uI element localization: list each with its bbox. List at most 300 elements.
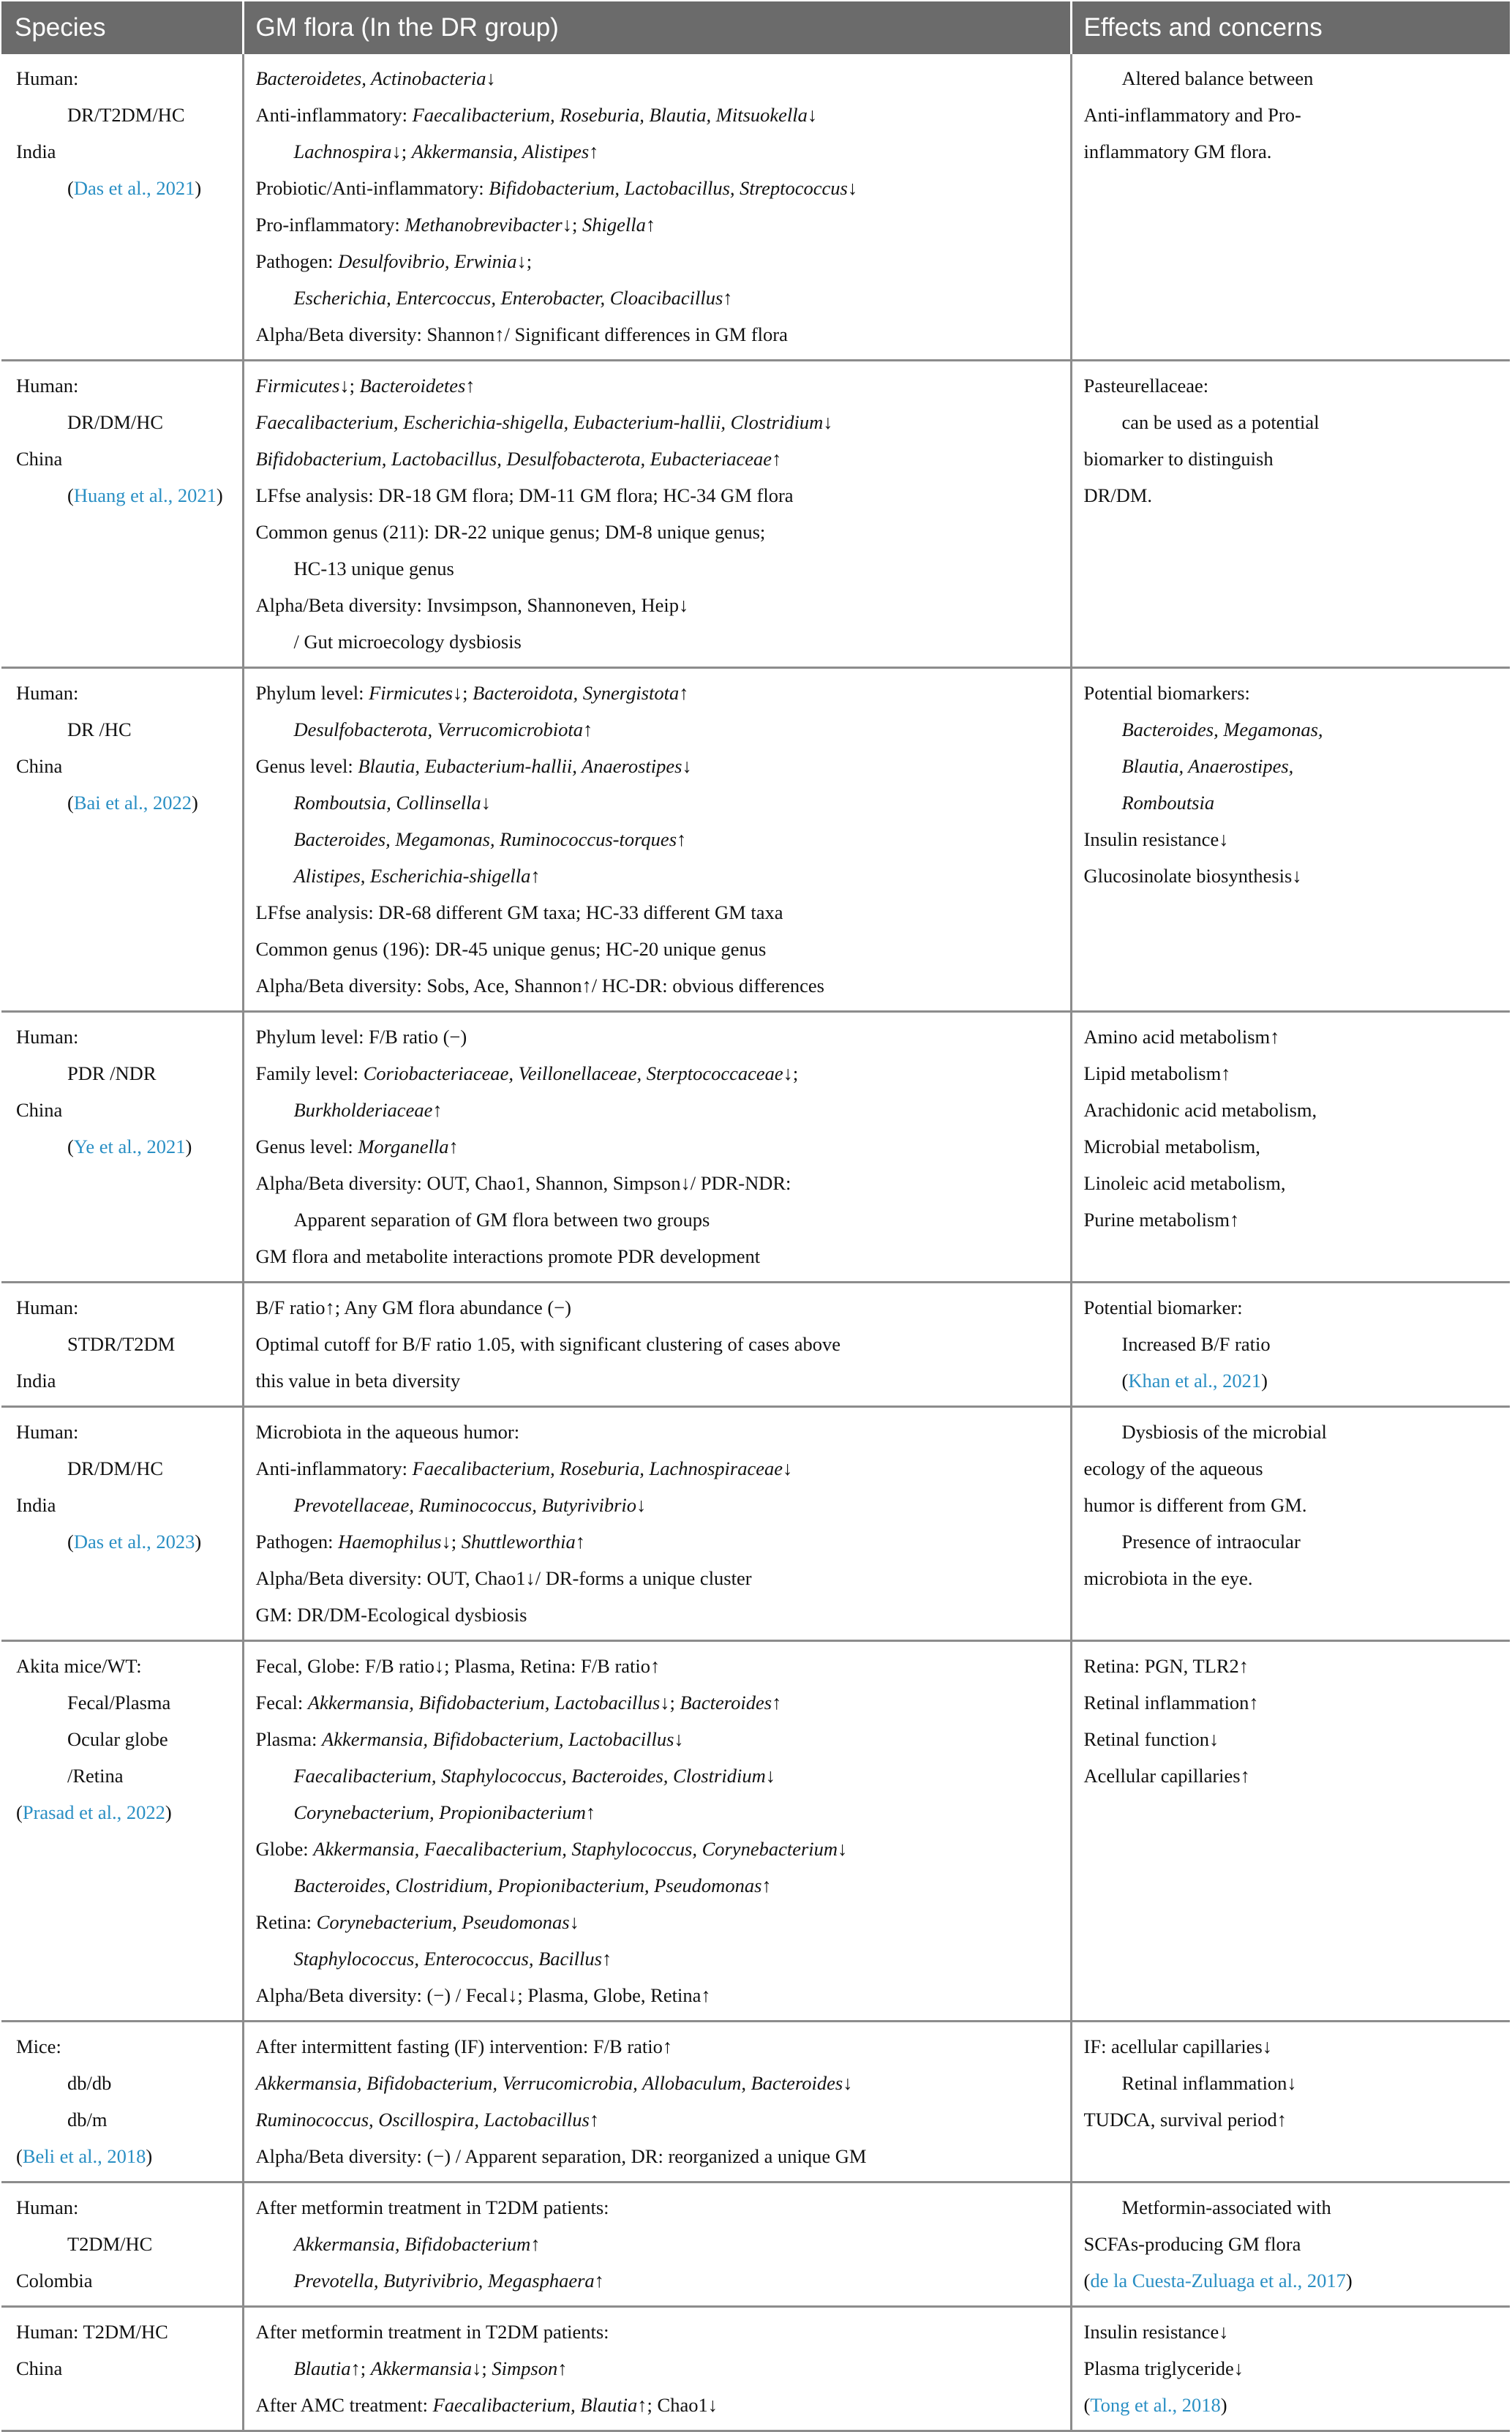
cell-text: After intermittent fasting (IF) intervention: F/B ratio↑ [255,2035,673,2057]
taxon-name: Akkermansia, Alistipes [411,140,590,162]
taxon-name: Ruminococcus, Oscillospira, Lactobacillus [255,2109,590,2131]
cell-text: Insulin resistance↓ [1083,828,1229,850]
taxon-name: Burkholderiaceae [293,1099,433,1121]
cell-text: ↓ [843,2072,853,2094]
citation-link[interactable]: Ye et al., 2021 [73,1136,186,1157]
species-line: Colombia [16,2270,93,2292]
effects-cell [1071,1283,1510,1407]
cell-text: ↓; [660,1692,680,1714]
cell-text: Linoleic acid metabolism, [1083,1172,1286,1194]
effects-line: (Tong et al., 2018) [1083,2394,1227,2416]
flora-line [256,1326,1063,1362]
effects-cell [1071,668,1510,1012]
cell-text: Apparent separation of GM flora between two groups [293,1209,710,1231]
cell-text: Potential biomarkers: [1083,682,1250,704]
table-row [1,1012,1510,1283]
species-line: db/db [67,2072,112,2094]
effects-line: (de la Cuesta-Zuluaga et al., 2017) [1083,2270,1353,2292]
cell-text: Pathogen: [255,1531,339,1553]
effects-line [1084,2350,1503,2387]
flora-line [256,404,1063,440]
species-line: DR/DM/HC [67,1457,164,1479]
flora-line [256,440,1063,477]
cell-text: Anti-inflammatory: [255,104,413,126]
gm-flora-cell [243,1641,1071,2022]
cell-text: Fecal, Globe: F/B ratio↓; Plasma, Retina: F/B ratio↑ [255,1655,661,1677]
cell-text: IF: acellular capillaries↓ [1083,2035,1273,2057]
effects-line [1084,133,1503,170]
cell-text: Plasma triglyceride↓ [1083,2357,1244,2379]
table-row [1,668,1510,1012]
flora-line [256,1721,1063,1757]
flora-line [256,1794,1063,1831]
effects-line [1084,2189,1503,2226]
cell-text: Increased B/F ratio [1121,1333,1271,1355]
taxon-name: Faecalibacterium, Staphylococcus, Bacteroides, Clostridium [293,1765,766,1787]
taxon-name: Faecalibacterium, Roseburia, Blautia, Mitsuokella [412,104,808,126]
taxon-name: Akkermansia, Bifidobacterium, Lactobacillus [307,1692,661,1714]
effects-cell [1071,2022,1510,2183]
cell-text: ↓ [569,1911,579,1933]
taxon-name: Shigella [582,214,646,236]
citation-link[interactable]: Das et al., 2023 [73,1531,195,1553]
cell-text: Phylum level: F/B ratio (−) [255,1026,467,1048]
flora-line [256,2313,1063,2350]
citation-link[interactable]: Bai et al., 2022 [73,792,192,814]
effects-line [1084,1055,1503,1092]
cell-text: ↓ [838,1838,848,1860]
species-citation: (Das et al., 2023) [67,1531,202,1553]
flora-line [256,2262,1063,2299]
effects-line [1084,2313,1503,2350]
citation-text[interactable]: Tong et al., 2018 [1090,2394,1221,2416]
effects-cell [1071,1641,1510,2022]
flora-line [256,279,1063,316]
species-cell [1,361,243,668]
flora-line [256,821,1063,857]
taxon-name: Romboutsia [1121,792,1215,814]
taxon-name: Faecalibacterium, Escherichia-shigella, Eubacterium-hallii, Clostridium [255,411,824,433]
species-line: Human: [16,1421,79,1443]
cell-text: ↑ [645,214,656,236]
gm-flora-cell [243,54,1071,361]
flora-line [256,1904,1063,1940]
cell-text: ecology of the aqueous [1083,1457,1263,1479]
species-line: DR/T2DM/HC [67,104,185,126]
effects-line [1084,2101,1503,2138]
cell-text: Phylum level: [255,682,369,704]
species-line: India [16,1494,56,1516]
taxon-name: Prevotella, Butyrivibrio, Megasphaera [293,2270,595,2292]
species-line: India [16,1370,56,1392]
effects-line [1084,1450,1503,1487]
cell-text: humor is different from GM. [1083,1494,1307,1516]
flora-line [256,1201,1063,1238]
cell-text: / Gut microecology dysbiosis [293,631,522,653]
taxon-name: Firmicutes [255,375,340,397]
flora-line [256,711,1063,748]
cell-text: ↑ [594,2270,604,2292]
cell-text: Plasma: [255,1728,323,1750]
taxon-name: Escherichia, Entercoccus, Enterobacter, Cloacibacillus [293,287,723,309]
taxon-name: Bacteroidetes, Actinobacteria [255,67,486,89]
flora-line [256,477,1063,514]
taxon-name: Bacteroidota, Synergistota [473,682,680,704]
species-cell [1,2307,243,2431]
table-row [1,1641,1510,2022]
citation-text[interactable]: Khan et al., 2021 [1128,1370,1262,1392]
flora-line [256,1092,1063,1128]
taxon-name: Desulfobacterota, Verrucomicrobiota [293,718,583,740]
flora-line [256,1867,1063,1904]
flora-line [256,60,1063,97]
flora-line [256,1523,1063,1560]
citation-link[interactable]: Prasad et al., 2022 [22,1801,165,1823]
cell-text: After metformin treatment in T2DM patients: [255,2321,609,2343]
cell-text: ↓ [765,1765,775,1787]
cell-text: this value in beta diversity [255,1370,461,1392]
cell-text: Retinal function↓ [1083,1728,1219,1750]
cell-text: Globe: [255,1838,314,1860]
effects-line [1084,1684,1503,1721]
species-line: Mice: [16,2035,61,2057]
flora-line [256,2138,1063,2174]
cell-text: Microbial metabolism, [1083,1136,1260,1157]
table-header-row [1,1,1510,54]
taxon-name: Bifidobacterium, Lactobacillus, Desulfobacterota, Eubacteriaceae [255,448,772,470]
species-line: China [16,448,63,470]
taxon-name: Prevotellaceae, Ruminococcus, Butyrivibrio [293,1494,636,1516]
cell-text: Amino acid metabolism↑ [1083,1026,1280,1048]
cell-text: Pathogen: [255,250,339,272]
flora-line [256,1450,1063,1487]
table-row [1,1407,1510,1641]
cell-text: Anti-inflammatory and Pro- [1083,104,1301,126]
species-line: Human: T2DM/HC [16,2321,168,2343]
cell-text: ↑ [589,140,599,162]
cell-text: Retinal inflammation↓ [1121,2072,1297,2094]
cell-text: Altered balance between [1121,67,1314,89]
cell-text: SCFAs-producing GM flora [1083,2233,1301,2255]
cell-text: Anti-inflammatory: [255,1457,413,1479]
taxon-name: Simpson [492,2357,558,2379]
header-species: Species [1,1,243,54]
flora-line [256,894,1063,931]
cell-text: Arachidonic acid metabolism, [1083,1099,1317,1121]
header-gm-flora: GM flora (In the DR group) [243,1,1071,54]
cell-text: Pasteurellaceae: [1083,375,1209,397]
cell-text: ↑ [772,448,782,470]
effects-line [1084,1128,1503,1165]
species-citation: (Prasad et al., 2022) [16,1801,172,1823]
cell-text: Alpha/Beta diversity: Invsimpson, Shannoneven, Heip↓ [255,594,689,616]
cell-text: ↑ [432,1099,443,1121]
effects-line [1084,784,1503,821]
species-line: Akita mice/WT: [16,1655,142,1677]
effects-line [1084,1487,1503,1523]
taxon-name: Akkermansia, Bifidobacterium, Lactobacillus [322,1728,674,1750]
species-line: China [16,2357,63,2379]
species-line: PDR /NDR [67,1062,157,1084]
cell-text: Alpha/Beta diversity: Sobs, Ace, Shannon↑/ HC-DR: obvious differences [255,975,824,997]
species-line: Human: [16,375,79,397]
flora-line [256,1648,1063,1684]
cell-text: ↓ [682,755,692,777]
flora-line [256,1238,1063,1275]
effects-cell [1071,1407,1510,1641]
taxon-name: Bacteroides, Megamonas, Ruminococcus-torques [293,828,677,850]
species-cell [1,2183,243,2307]
effects-line [1084,60,1503,97]
cell-text: Metformin-associated with [1121,2196,1331,2218]
flora-line [256,2101,1063,2138]
cell-text: ↓ [823,411,833,433]
cell-text: ↑ [530,865,541,887]
species-line: Human: [16,2196,79,2218]
cell-text: Retina: [255,1911,317,1933]
effects-line [1084,1721,1503,1757]
species-line: DR/DM/HC [67,411,164,433]
cell-text: ↓; [472,2357,492,2379]
cell-text: Presence of intraocular [1121,1531,1301,1553]
cell-text: ↑ [585,1801,596,1823]
effects-line: (Khan et al., 2021) [1121,1370,1268,1392]
species-line: China [16,755,63,777]
taxon-name: Faecalibacterium, Blautia [432,2394,638,2416]
cell-text: ↓; [452,682,473,704]
flora-line [256,1487,1063,1523]
species-line: Human: [16,682,79,704]
effects-line [1084,1326,1503,1362]
citation-link[interactable]: Huang et al., 2021 [73,484,217,506]
flora-line [256,587,1063,623]
effects-line [1084,97,1503,133]
gm-flora-table [1,1,1510,2432]
flora-line [256,1977,1063,2013]
species-cell [1,1407,243,1641]
flora-line [256,367,1063,404]
cell-text: ↓; [783,1062,799,1084]
cell-text: ↑; [350,2357,371,2379]
effects-line [1084,1289,1503,1326]
taxon-name: Akkermansia, Bifidobacterium [293,2233,531,2255]
cell-text: biomarker to distinguish [1083,448,1274,470]
cell-text: Alpha/Beta diversity: (−) / Fecal↓; Plasma, Globe, Retina↑ [255,1984,711,2006]
table-row [1,1283,1510,1407]
effects-line [1084,440,1503,477]
flora-line [256,931,1063,967]
flora-line [256,2065,1063,2101]
cell-text: ↑; Chao1↓ [637,2394,718,2416]
cell-text: ↑ [575,1531,586,1553]
cell-text: Dysbiosis of the microbial [1121,1421,1327,1443]
cell-text: After metformin treatment in T2DM patients: [255,2196,609,2218]
cell-text: ↓ [674,1728,684,1750]
cell-text: ↑ [679,682,689,704]
cell-text: ↓ [636,1494,647,1516]
taxon-name: Alistipes, Escherichia-shigella [293,865,531,887]
cell-text: ↓; [441,1531,462,1553]
cell-text: Alpha/Beta diversity: Shannon↑/ Significant differences in GM flora [255,323,788,345]
table-body [1,54,1510,2431]
flora-line [256,2226,1063,2262]
cell-text: Retina: PGN, TLR2↑ [1083,1655,1249,1677]
taxon-name: Lachnospira [293,140,392,162]
taxon-name: Faecalibacterium, Roseburia, Lachnospiraceae [412,1457,783,1479]
species-cell [1,668,243,1012]
flora-line [256,967,1063,1004]
citation-text[interactable]: de la Cuesta-Zuluaga et al., 2017 [1090,2270,1346,2292]
taxon-name: Corynebacterium, Propionibacterium [293,1801,586,1823]
cell-text: Optimal cutoff for B/F ratio 1.05, with significant clustering of cases above [255,1333,840,1355]
taxon-name: Coriobacteriaceae, Veillonellaceae, Sterptococcaceae [363,1062,783,1084]
taxon-name: Romboutsia, Collinsella [293,792,481,814]
cell-text: ↑ [530,2233,541,2255]
flora-line [256,1128,1063,1165]
cell-text: Glucosinolate biosynthesis↓ [1083,865,1302,887]
taxon-name: Staphylococcus, Enterococcus, Bacillus [293,1948,602,1970]
effects-line [1084,1165,1503,1201]
species-line: Ocular globe [67,1728,168,1750]
effects-line [1084,367,1503,404]
table-row [1,54,1510,361]
cell-text: ↑ [761,1874,772,1896]
flora-line [256,2028,1063,2065]
species-cell [1,2022,243,2183]
species-line: Human: [16,1026,79,1048]
cell-text: Acellular capillaries↑ [1083,1765,1250,1787]
gm-flora-cell [243,1283,1071,1407]
cell-text: GM: DR/DM-Ecological dysbiosis [255,1604,527,1626]
cell-text: inflammatory GM flora. [1083,140,1272,162]
cell-text: ↑ [601,1948,612,1970]
gm-flora-cell [243,1012,1071,1283]
cell-text: ↓; [562,214,582,236]
taxon-name: Desulfovibrio, Erwinia [338,250,517,272]
species-line: India [16,140,56,162]
flora-line [256,1560,1063,1596]
gm-flora-table-document [1,1,1510,2432]
flora-line [256,514,1063,550]
taxon-name: Bacteroides, Megamonas, [1121,718,1323,740]
cell-text: ↑ [448,1136,459,1157]
cell-text: Fecal: [255,1692,308,1714]
effects-line [1084,2028,1503,2065]
effects-line [1084,2226,1503,2262]
cell-text: ↓ [807,104,818,126]
taxon-name: Methanobrevibacter [405,214,563,236]
gm-flora-cell [243,1407,1071,1641]
flora-line [256,1596,1063,1633]
gm-flora-cell [243,2307,1071,2431]
cell-text: can be used as a potential [1121,411,1320,433]
cell-text: Alpha/Beta diversity: (−) / Apparent separation, DR: reorganized a unique GM [255,2145,867,2167]
species-line: STDR/T2DM [67,1333,176,1355]
taxon-name: Bacteroides, Clostridium, Propionibacterium, Pseudomonas [293,1874,762,1896]
effects-cell [1071,54,1510,361]
flora-line [256,1362,1063,1399]
species-line: /Retina [67,1765,124,1787]
taxon-name: Corynebacterium, Pseudomonas [316,1911,570,1933]
flora-line [256,1684,1063,1721]
effects-line [1084,1523,1503,1560]
effects-line [1084,1201,1503,1238]
taxon-name: Akkermansia, Bifidobacterium, Verrucomicrobia, Allobaculum, Bacteroides [255,2072,843,2094]
species-citation: (Huang et al., 2021) [67,484,223,506]
effects-line [1084,675,1503,711]
cell-text: Lipid metabolism↑ [1083,1062,1231,1084]
taxon-name: Blautia [293,2357,351,2379]
flora-line [256,1289,1063,1326]
gm-flora-cell [243,2183,1071,2307]
cell-text: ↑ [557,2357,568,2379]
flora-line [256,206,1063,243]
cell-text: Potential biomarker: [1083,1296,1243,1318]
effects-line [1084,1414,1503,1450]
table-row [1,2183,1510,2307]
cell-text: ↓; [516,250,533,272]
cell-text: ↓; [339,375,360,397]
cell-text: ↓ [486,67,496,89]
cell-text: ↓ [783,1457,793,1479]
citation-link[interactable]: Das et al., 2021 [73,177,195,199]
flora-line [256,133,1063,170]
species-cell [1,54,243,361]
effects-line [1084,857,1503,894]
flora-line [256,2350,1063,2387]
cell-text: B/F ratio↑; Any GM flora abundance (−) [255,1296,571,1318]
cell-text: TUDCA, survival period↑ [1083,2109,1287,2131]
effects-line [1084,1092,1503,1128]
gm-flora-cell [243,361,1071,668]
taxon-name: Firmicutes [369,682,453,704]
table-row [1,361,1510,668]
cell-text: DR/DM. [1083,484,1153,506]
cell-text: Genus level: [255,1136,358,1157]
flora-line [256,1831,1063,1867]
taxon-name: Bacteroidetes [359,375,466,397]
flora-line [256,316,1063,353]
taxon-name: Shuttleworthia [461,1531,576,1553]
cell-text: ↑ [582,718,593,740]
citation-link[interactable]: Beli et al., 2018 [22,2145,146,2167]
species-line: DR /HC [67,718,132,740]
effects-cell [1071,2307,1510,2431]
cell-text: GM flora and metabolite interactions promote PDR development [255,1245,761,1267]
effects-cell [1071,2183,1510,2307]
species-line: Fecal/Plasma [67,1692,171,1714]
species-citation: (Bai et al., 2022) [67,792,198,814]
cell-text: Alpha/Beta diversity: OUT, Chao1, Shannon, Simpson↓/ PDR-NDR: [255,1172,791,1194]
cell-text: ↑ [723,287,733,309]
effects-line [1084,821,1503,857]
taxon-name: Haemophilus [338,1531,442,1553]
species-line: T2DM/HC [67,2233,153,2255]
flora-line [256,1940,1063,1977]
flora-line [256,1757,1063,1794]
cell-text: Probiotic/Anti-inflammatory: [255,177,489,199]
species-citation: (Das et al., 2021) [67,177,202,199]
flora-line [256,97,1063,133]
cell-text: ↑ [772,1692,782,1714]
cell-text: Common genus (211): DR-22 unique genus; DM-8 unique genus; [255,521,766,543]
cell-text: Genus level: [255,755,358,777]
effects-cell [1071,361,1510,668]
effects-line [1084,1757,1503,1794]
flora-line [256,550,1063,587]
effects-line [1084,1648,1503,1684]
effects-line [1084,1018,1503,1055]
